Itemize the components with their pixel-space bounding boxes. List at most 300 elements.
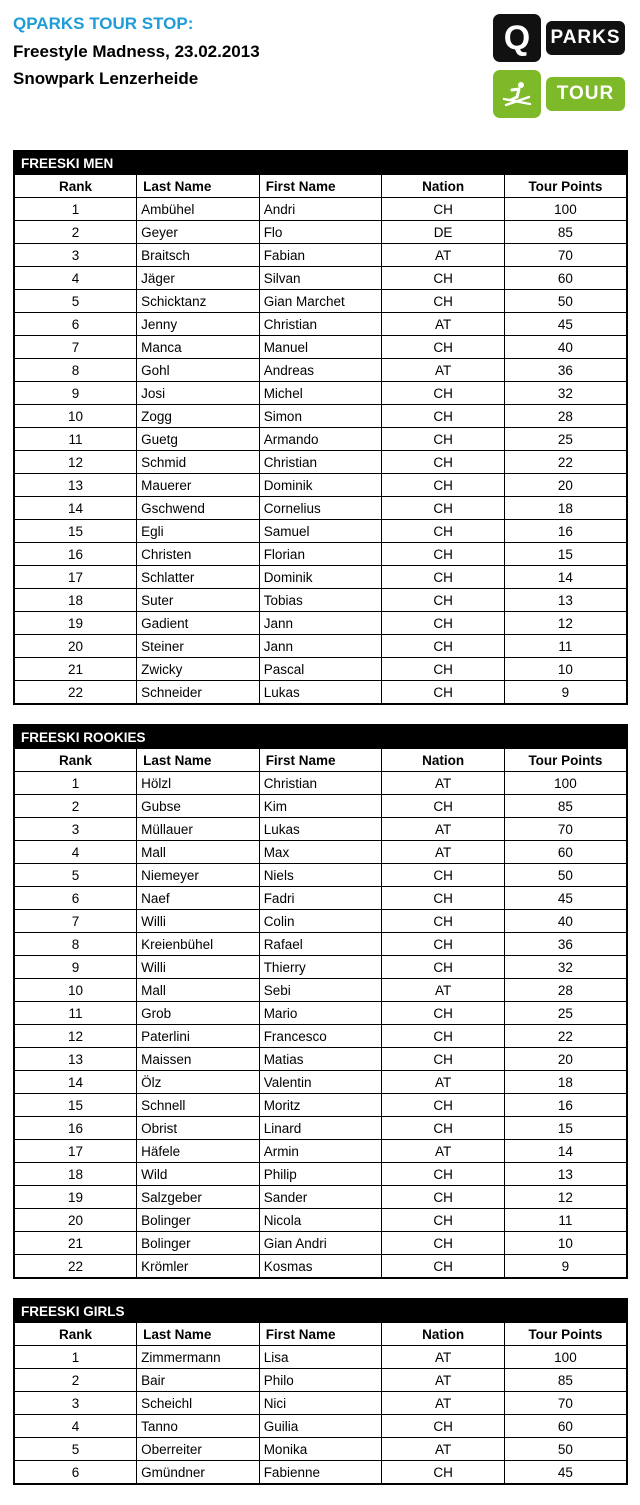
first-name-cell: Lisa <box>259 1346 382 1369</box>
last-name-cell: Oberreiter <box>137 1438 260 1461</box>
freeski-rookies-table <box>13 724 628 1279</box>
table-row <box>14 979 627 1002</box>
points-cell: 12 <box>504 1186 627 1209</box>
first-name-cell: Christian <box>259 451 382 474</box>
last-name-cell: Scheichl <box>137 1392 260 1415</box>
points-cell: 40 <box>504 336 627 359</box>
first-name-cell: Sander <box>259 1186 382 1209</box>
first-name-cell: Matias <box>259 1048 382 1071</box>
nation-cell: AT <box>382 841 505 864</box>
table-row <box>14 910 627 933</box>
rank-cell: 3 <box>14 1392 137 1415</box>
table-row <box>14 1369 627 1392</box>
column-header-rank: Rank <box>14 175 137 198</box>
first-name-cell: Philo <box>259 1369 382 1392</box>
nation-cell: CH <box>382 681 505 705</box>
points-cell: 28 <box>504 979 627 1002</box>
nation-cell: AT <box>382 979 505 1002</box>
nation-cell: AT <box>382 1392 505 1415</box>
points-cell: 32 <box>504 382 627 405</box>
logo-row-parks <box>493 14 625 62</box>
rank-cell: 3 <box>14 244 137 267</box>
nation-cell: CH <box>382 566 505 589</box>
rank-cell: 1 <box>14 198 137 221</box>
nation-cell: CH <box>382 543 505 566</box>
nation-cell: CH <box>382 405 505 428</box>
table-row <box>14 841 627 864</box>
table-row <box>14 1461 627 1485</box>
first-name-cell: Simon <box>259 405 382 428</box>
first-name-cell: Rafael <box>259 933 382 956</box>
last-name-cell: Schnell <box>137 1094 260 1117</box>
points-cell: 18 <box>504 1071 627 1094</box>
rank-cell: 17 <box>14 1140 137 1163</box>
column-header-nation: Nation <box>382 175 505 198</box>
rank-cell: 14 <box>14 1071 137 1094</box>
table-row <box>14 1117 627 1140</box>
column-header-nation: Nation <box>382 749 505 772</box>
first-name-cell: Nicola <box>259 1209 382 1232</box>
table-row <box>14 887 627 910</box>
last-name-cell: Ambühel <box>137 198 260 221</box>
first-name-cell: Philip <box>259 1163 382 1186</box>
last-name-cell: Grob <box>137 1002 260 1025</box>
points-cell: 18 <box>504 497 627 520</box>
points-cell: 60 <box>504 1415 627 1438</box>
first-name-cell: Andri <box>259 198 382 221</box>
rank-cell: 5 <box>14 864 137 887</box>
rank-cell: 1 <box>14 772 137 795</box>
column-header-last-name: Last Name <box>137 749 260 772</box>
first-name-cell: Lukas <box>259 818 382 841</box>
rank-cell: 15 <box>14 520 137 543</box>
nation-cell: CH <box>382 1415 505 1438</box>
points-cell: 85 <box>504 1369 627 1392</box>
nation-cell: CH <box>382 956 505 979</box>
nation-cell: AT <box>382 313 505 336</box>
rank-cell: 21 <box>14 658 137 681</box>
nation-cell: CH <box>382 1117 505 1140</box>
first-name-cell: Christian <box>259 772 382 795</box>
points-cell: 100 <box>504 198 627 221</box>
rank-cell: 16 <box>14 543 137 566</box>
table-row <box>14 864 627 887</box>
table-row <box>14 1094 627 1117</box>
nation-cell: CH <box>382 1048 505 1071</box>
nation-cell: AT <box>382 1369 505 1392</box>
table-row <box>14 428 627 451</box>
table-row <box>14 497 627 520</box>
nation-cell: CH <box>382 910 505 933</box>
nation-cell: CH <box>382 864 505 887</box>
table-row <box>14 474 627 497</box>
last-name-cell: Bolinger <box>137 1209 260 1232</box>
column-header-tour-points: Tour Points <box>504 749 627 772</box>
first-name-cell: Christian <box>259 313 382 336</box>
rank-cell: 9 <box>14 956 137 979</box>
first-name-cell: Guilia <box>259 1415 382 1438</box>
nation-cell: AT <box>382 244 505 267</box>
points-cell: 45 <box>504 313 627 336</box>
points-cell: 50 <box>504 864 627 887</box>
table-row <box>14 1232 627 1255</box>
column-header-tour-points: Tour Points <box>504 175 627 198</box>
last-name-cell: Gmündner <box>137 1461 260 1485</box>
first-name-cell: Dominik <box>259 474 382 497</box>
last-name-cell: Gadient <box>137 612 260 635</box>
table-row <box>14 221 627 244</box>
nation-cell: CH <box>382 290 505 313</box>
last-name-cell: Bair <box>137 1369 260 1392</box>
first-name-cell: Armin <box>259 1140 382 1163</box>
nation-cell: CH <box>382 382 505 405</box>
rank-cell: 6 <box>14 313 137 336</box>
last-name-cell: Suter <box>137 589 260 612</box>
last-name-cell: Hölzl <box>137 772 260 795</box>
last-name-cell: Häfele <box>137 1140 260 1163</box>
table-row <box>14 290 627 313</box>
table-row <box>14 658 627 681</box>
section-title: FREESKI MEN <box>14 151 382 175</box>
table-body <box>14 1346 627 1485</box>
nation-cell: CH <box>382 520 505 543</box>
table-row <box>14 795 627 818</box>
last-name-cell: Zwicky <box>137 658 260 681</box>
section-title: FREESKI ROOKIES <box>14 725 382 749</box>
table-body <box>14 772 627 1279</box>
points-cell: 22 <box>504 451 627 474</box>
section-header-spacer <box>382 725 505 749</box>
rank-cell: 9 <box>14 382 137 405</box>
first-name-cell: Moritz <box>259 1094 382 1117</box>
table-row <box>14 244 627 267</box>
table-row <box>14 1140 627 1163</box>
points-cell: 11 <box>504 635 627 658</box>
skier-icon <box>493 70 541 118</box>
first-name-cell: Kim <box>259 795 382 818</box>
rank-cell: 12 <box>14 1025 137 1048</box>
first-name-cell: Cornelius <box>259 497 382 520</box>
last-name-cell: Niemeyer <box>137 864 260 887</box>
rank-cell: 10 <box>14 405 137 428</box>
table-row <box>14 956 627 979</box>
rank-cell: 10 <box>14 979 137 1002</box>
rank-cell: 17 <box>14 566 137 589</box>
first-name-cell: Monika <box>259 1438 382 1461</box>
rank-cell: 22 <box>14 681 137 705</box>
section-header-spacer <box>382 151 505 175</box>
last-name-cell: Zogg <box>137 405 260 428</box>
q-logo-icon <box>493 14 541 62</box>
last-name-cell: Schneider <box>137 681 260 705</box>
points-cell: 13 <box>504 589 627 612</box>
rank-cell: 1 <box>14 1346 137 1369</box>
first-name-cell: Valentin <box>259 1071 382 1094</box>
column-header-nation: Nation <box>382 1323 505 1346</box>
parks-label: PARKS <box>546 21 625 55</box>
last-name-cell: Geyer <box>137 221 260 244</box>
points-cell: 32 <box>504 956 627 979</box>
points-cell: 14 <box>504 1140 627 1163</box>
tour-stop-heading: QPARKS TOUR STOP: <box>13 14 194 33</box>
rank-cell: 11 <box>14 1002 137 1025</box>
table-row <box>14 681 627 705</box>
rank-cell: 4 <box>14 841 137 864</box>
section-header-row <box>14 151 627 175</box>
rank-cell: 12 <box>14 451 137 474</box>
points-cell: 20 <box>504 474 627 497</box>
nation-cell: CH <box>382 1461 505 1485</box>
nation-cell: CH <box>382 497 505 520</box>
points-cell: 36 <box>504 359 627 382</box>
table-row <box>14 1255 627 1279</box>
table-row <box>14 198 627 221</box>
first-name-cell: Manuel <box>259 336 382 359</box>
column-header-rank: Rank <box>14 1323 137 1346</box>
table-row <box>14 933 627 956</box>
rank-cell: 2 <box>14 221 137 244</box>
rank-cell: 2 <box>14 795 137 818</box>
first-name-cell: Fabienne <box>259 1461 382 1485</box>
points-cell: 45 <box>504 1461 627 1485</box>
first-name-cell: Sebi <box>259 979 382 1002</box>
nation-cell: AT <box>382 359 505 382</box>
last-name-cell: Gubse <box>137 795 260 818</box>
rank-cell: 4 <box>14 1415 137 1438</box>
nation-cell: CH <box>382 267 505 290</box>
points-cell: 25 <box>504 428 627 451</box>
first-name-cell: Samuel <box>259 520 382 543</box>
rank-cell: 8 <box>14 933 137 956</box>
last-name-cell: Müllauer <box>137 818 260 841</box>
points-cell: 60 <box>504 267 627 290</box>
q-letter: Q <box>503 19 531 57</box>
table-row <box>14 1025 627 1048</box>
last-name-cell: Willi <box>137 910 260 933</box>
table-row <box>14 405 627 428</box>
table-row <box>14 359 627 382</box>
freeski-girls-table <box>13 1298 628 1485</box>
last-name-cell: Zimmermann <box>137 1346 260 1369</box>
points-cell: 14 <box>504 566 627 589</box>
points-cell: 10 <box>504 1232 627 1255</box>
tour-label: TOUR <box>546 77 625 111</box>
points-cell: 70 <box>504 818 627 841</box>
last-name-cell: Christen <box>137 543 260 566</box>
rank-cell: 5 <box>14 1438 137 1461</box>
nation-cell: CH <box>382 795 505 818</box>
table-row <box>14 818 627 841</box>
last-name-cell: Mauerer <box>137 474 260 497</box>
last-name-cell: Egli <box>137 520 260 543</box>
last-name-cell: Steiner <box>137 635 260 658</box>
last-name-cell: Ölz <box>137 1071 260 1094</box>
last-name-cell: Krömler <box>137 1255 260 1279</box>
first-name-cell: Nici <box>259 1392 382 1415</box>
table-row <box>14 1186 627 1209</box>
points-cell: 10 <box>504 658 627 681</box>
points-cell: 85 <box>504 221 627 244</box>
last-name-cell: Naef <box>137 887 260 910</box>
nation-cell: AT <box>382 1140 505 1163</box>
points-cell: 13 <box>504 1163 627 1186</box>
section-header-spacer <box>504 151 627 175</box>
rank-cell: 2 <box>14 1369 137 1392</box>
rank-cell: 3 <box>14 818 137 841</box>
table-row <box>14 612 627 635</box>
table-row <box>14 1346 627 1369</box>
last-name-cell: Guetg <box>137 428 260 451</box>
rank-cell: 16 <box>14 1117 137 1140</box>
section-header-spacer <box>504 1299 627 1323</box>
event-location: Snowpark Lenzerheide <box>13 69 199 88</box>
table-row <box>14 336 627 359</box>
points-cell: 50 <box>504 1438 627 1461</box>
last-name-cell: Kreienbühel <box>137 933 260 956</box>
rank-cell: 7 <box>14 910 137 933</box>
section-header-row <box>14 725 627 749</box>
first-name-cell: Max <box>259 841 382 864</box>
rank-cell: 20 <box>14 635 137 658</box>
column-header-tour-points: Tour Points <box>504 1323 627 1346</box>
last-name-cell: Josi <box>137 382 260 405</box>
nation-cell: CH <box>382 1094 505 1117</box>
section-header-row <box>14 1299 627 1323</box>
logo-row-tour <box>493 70 625 118</box>
rank-cell: 6 <box>14 887 137 910</box>
table-row <box>14 1209 627 1232</box>
nation-cell: CH <box>382 336 505 359</box>
points-cell: 22 <box>504 1025 627 1048</box>
nation-cell: CH <box>382 589 505 612</box>
rank-cell: 21 <box>14 1232 137 1255</box>
table-row <box>14 772 627 795</box>
nation-cell: DE <box>382 221 505 244</box>
nation-cell: CH <box>382 933 505 956</box>
section-header-spacer <box>382 1299 505 1323</box>
table-row <box>14 1415 627 1438</box>
rank-cell: 4 <box>14 267 137 290</box>
rank-cell: 8 <box>14 359 137 382</box>
points-cell: 20 <box>504 1048 627 1071</box>
first-name-cell: Pascal <box>259 658 382 681</box>
rank-cell: 11 <box>14 428 137 451</box>
section-header-spacer <box>504 725 627 749</box>
rank-cell: 7 <box>14 336 137 359</box>
table-row <box>14 267 627 290</box>
nation-cell: CH <box>382 1025 505 1048</box>
points-cell: 40 <box>504 910 627 933</box>
last-name-cell: Mall <box>137 841 260 864</box>
first-name-cell: Linard <box>259 1117 382 1140</box>
freeski-men-table <box>13 150 628 705</box>
rank-cell: 18 <box>14 1163 137 1186</box>
table-row <box>14 1071 627 1094</box>
rank-cell: 5 <box>14 290 137 313</box>
first-name-cell: Gian Andri <box>259 1232 382 1255</box>
rank-cell: 20 <box>14 1209 137 1232</box>
nation-cell: CH <box>382 612 505 635</box>
last-name-cell: Wild <box>137 1163 260 1186</box>
first-name-cell: Thierry <box>259 956 382 979</box>
rank-cell: 18 <box>14 589 137 612</box>
event-title: Freestyle Madness, 23.02.2013 <box>13 42 260 61</box>
last-name-cell: Gohl <box>137 359 260 382</box>
first-name-cell: Tobias <box>259 589 382 612</box>
points-cell: 70 <box>504 244 627 267</box>
first-name-cell: Fadri <box>259 887 382 910</box>
nation-cell: CH <box>382 658 505 681</box>
nation-cell: CH <box>382 451 505 474</box>
table-row <box>14 543 627 566</box>
first-name-cell: Andreas <box>259 359 382 382</box>
last-name-cell: Jenny <box>137 313 260 336</box>
rank-cell: 19 <box>14 1186 137 1209</box>
last-name-cell: Willi <box>137 956 260 979</box>
points-cell: 100 <box>504 772 627 795</box>
nation-cell: CH <box>382 1186 505 1209</box>
first-name-cell: Fabian <box>259 244 382 267</box>
first-name-cell: Colin <box>259 910 382 933</box>
first-name-cell: Florian <box>259 543 382 566</box>
points-cell: 45 <box>504 887 627 910</box>
points-cell: 50 <box>504 290 627 313</box>
points-cell: 9 <box>504 681 627 705</box>
column-header-last-name: Last Name <box>137 1323 260 1346</box>
last-name-cell: Mall <box>137 979 260 1002</box>
table-row <box>14 1392 627 1415</box>
nation-cell: CH <box>382 428 505 451</box>
column-header-rank: Rank <box>14 749 137 772</box>
page-header <box>13 14 628 144</box>
points-cell: 15 <box>504 543 627 566</box>
nation-cell: AT <box>382 818 505 841</box>
table-row <box>14 635 627 658</box>
column-header-first-name: First Name <box>259 175 382 198</box>
points-cell: 9 <box>504 1255 627 1279</box>
table-row <box>14 382 627 405</box>
points-cell: 16 <box>504 1094 627 1117</box>
last-name-cell: Manca <box>137 336 260 359</box>
column-header-row <box>14 749 627 772</box>
nation-cell: AT <box>382 1071 505 1094</box>
table-row <box>14 1002 627 1025</box>
nation-cell: CH <box>382 1163 505 1186</box>
nation-cell: AT <box>382 772 505 795</box>
rank-cell: 6 <box>14 1461 137 1485</box>
nation-cell: AT <box>382 1438 505 1461</box>
last-name-cell: Schicktanz <box>137 290 260 313</box>
first-name-cell: Francesco <box>259 1025 382 1048</box>
first-name-cell: Dominik <box>259 566 382 589</box>
points-cell: 85 <box>504 795 627 818</box>
last-name-cell: Obrist <box>137 1117 260 1140</box>
nation-cell: CH <box>382 1255 505 1279</box>
nation-cell: CH <box>382 1209 505 1232</box>
last-name-cell: Salzgeber <box>137 1186 260 1209</box>
last-name-cell: Bolinger <box>137 1232 260 1255</box>
table-row <box>14 1048 627 1071</box>
first-name-cell: Jann <box>259 635 382 658</box>
qparks-logo <box>493 14 625 126</box>
section-title: FREESKI GIRLS <box>14 1299 382 1323</box>
first-name-cell: Gian Marchet <box>259 290 382 313</box>
last-name-cell: Maissen <box>137 1048 260 1071</box>
last-name-cell: Tanno <box>137 1415 260 1438</box>
first-name-cell: Jann <box>259 612 382 635</box>
first-name-cell: Michel <box>259 382 382 405</box>
nation-cell: CH <box>382 474 505 497</box>
